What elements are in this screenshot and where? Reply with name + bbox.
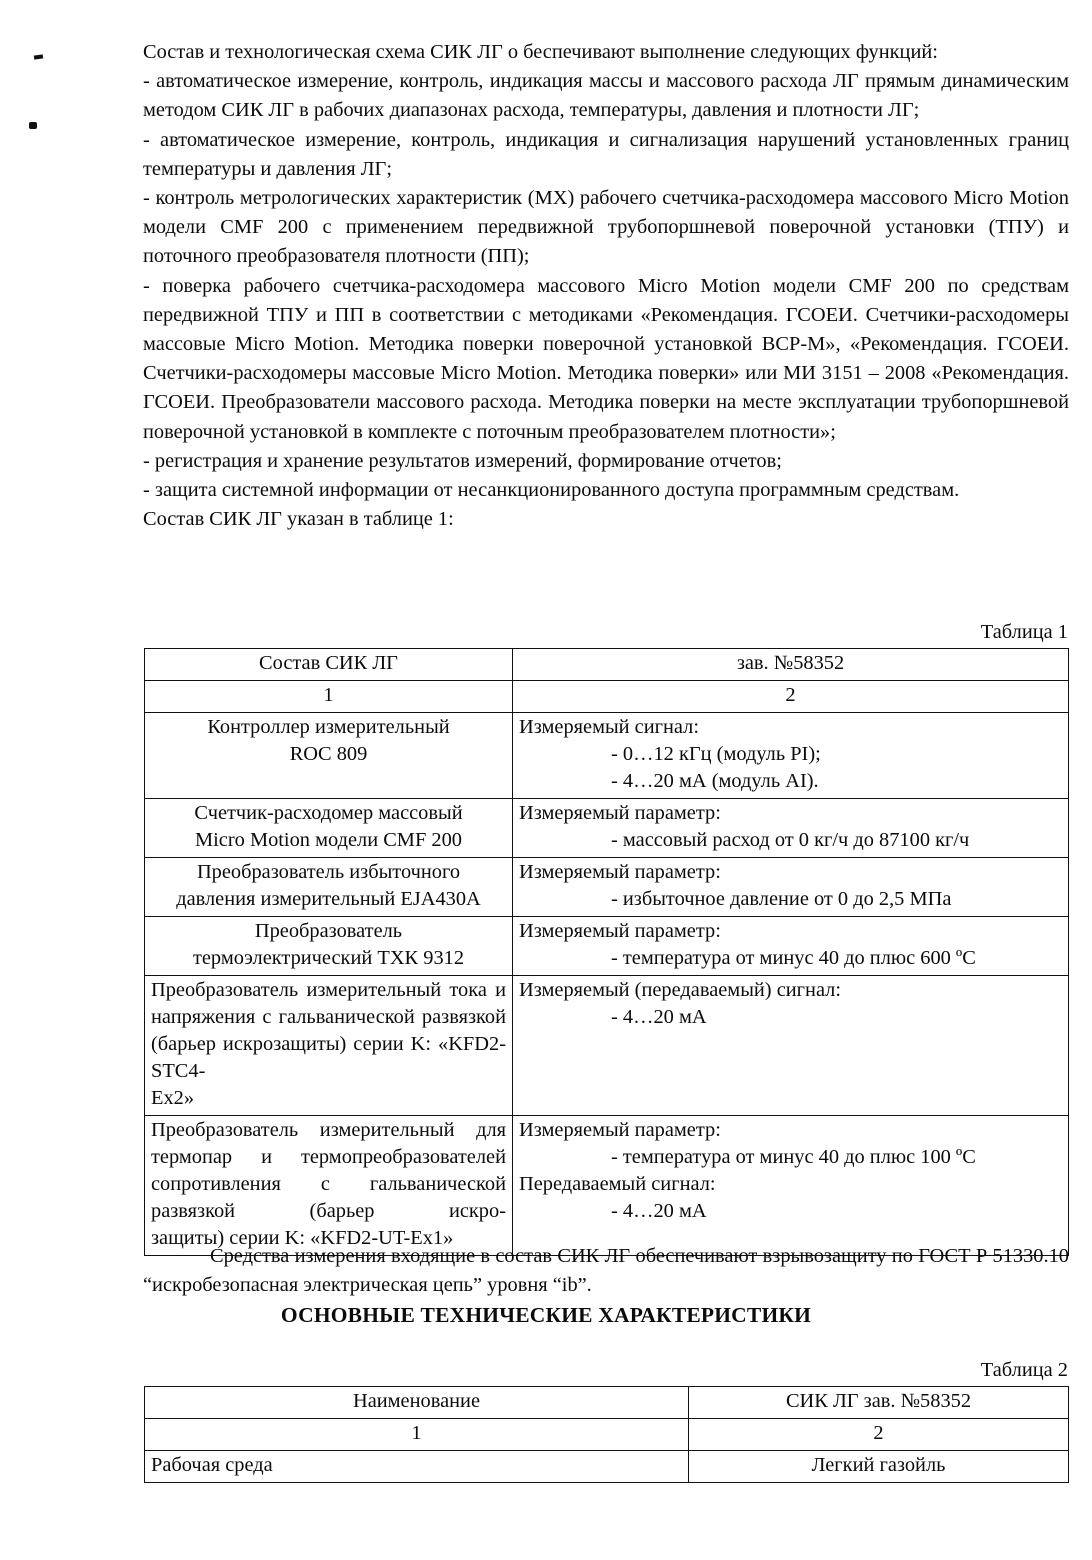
table-2-colnum-1: 1 <box>145 1419 689 1451</box>
paragraph-function-1: - автоматическое измерение, контроль, индикация массы и массового расхода ЛГ прямым динамическим методом СИК ЛГ в рабочих диапазонах расхода, температуры, давления и плотности ЛГ; <box>143 70 1069 122</box>
table-1-row2-name <box>145 799 513 858</box>
table-1-row3-value-line1: Измеряемый параметр: <box>519 861 721 883</box>
scan-artifact-dot-top <box>34 54 43 59</box>
paragraph-table1-reference: Состав СИК ЛГ указан в таблице 1: <box>143 508 454 531</box>
paragraph-function-5: - регистрация и хранение результатов измерений, формирование отчетов; <box>143 449 782 472</box>
table-1-row3-value-line2: - избыточное давление от 0 до 2,5 МПа <box>611 888 952 910</box>
table-1-row6-value-line1: Измеряемый параметр: <box>519 1119 721 1141</box>
table-1-caption: Таблица 1 <box>980 621 1068 643</box>
table-1-row2-value-line2: - массовый расход от 0 кг/ч до 87100 кг/ч <box>611 829 970 851</box>
table-1-row2-name-line2: Micro Motion модели CMF 200 <box>195 829 462 851</box>
table-row <box>145 858 1069 917</box>
table-1-row6-value-line2: - температура от минус 40 до плюс 100 ºC <box>611 1146 976 1168</box>
table-row <box>145 713 1069 799</box>
table-1-header-col2: зав. №58352 <box>513 649 1069 681</box>
table-1-row2-name-line1: Счетчик-расходомер массовый <box>194 802 463 824</box>
table-1-row6-name <box>145 1116 513 1256</box>
table-1-row2-value <box>513 799 1069 858</box>
scan-artifact-dot-bottom <box>29 122 37 129</box>
table-1-row1-value-line3: - 4…20 мА (модуль AI). <box>611 770 819 792</box>
paragraph-functions-intro: Состав и технологическая схема СИК ЛГ о беспечивают выполнение следующих функций: <box>143 41 938 63</box>
table-2-colnum-2: 2 <box>689 1419 1069 1451</box>
table-1-row6-value <box>513 1116 1069 1256</box>
closing-paragraph-block <box>143 1242 1069 1300</box>
table-1-row1-name <box>145 713 513 799</box>
table-row <box>145 976 1069 1116</box>
table-1-row5-name <box>145 976 513 1116</box>
table-1-row4-name-line2: термоэлектрический ТХК 9312 <box>192 947 465 969</box>
table-1-row5-value-line2: - 4…20 мА <box>611 1006 707 1028</box>
table-technical-characteristics <box>144 1386 1069 1483</box>
table-1-row5-name-line1: Преобразователь измерительный тока и напряжения с гальванической развязкой (барьер искрозащиты) серии K: «KFD2-STC4- <box>151 979 506 1082</box>
table-1-row1-name-line1: Контроллер измерительный <box>207 716 450 738</box>
table-1-row1-value-line2: - 0…12 кГц (модуль PI); <box>611 743 821 765</box>
table-row <box>145 1116 1069 1256</box>
table-row-column-numbers <box>145 681 1069 713</box>
table-1-row5-value <box>513 976 1069 1116</box>
table-1-row4-value-line2: - температура от минус 40 до плюс 600 ºC <box>611 947 976 969</box>
paragraph-function-3: - контроль метрологических характеристик (МХ) рабочего счетчика-расходомера массового Micro Motion модели CMF 200 с применением передвижной трубопоршневой поверочной установки (ТПУ) и поточного преобразователя плотности (ПП); <box>143 187 1069 268</box>
table-row <box>145 917 1069 976</box>
table-1-row2-value-line1: Измеряемый параметр: <box>519 802 721 824</box>
section-heading-technical-characteristics: ОСНОВНЫЕ ТЕХНИЧЕСКИЕ ХАРАКТЕРИСТИКИ <box>280 1303 812 1327</box>
table-1-row1-name-line2: ROC 809 <box>289 743 368 765</box>
paragraph-function-4: - поверка рабочего счетчика-расходомера массового Micro Motion модели CMF 200 по средствам передвижной ТПУ и ПП в соответствии с методиками «Рекомендация. ГСОЕИ. Счетчики-расходомеры массовые Micro Motion. Методика поверки поверочной установкой ВСР-М», «Рекомендация. ГСОЕИ. Счетчики-расходомеры массовые Micro Motion. Методика поверки» или МИ 3151 – 2008 «Рекомендация. ГСОЕИ. Преобразователи массового расхода. Методика поверки на месте эксплуатации трубопоршневой поверочной установкой в комплекте с поточным преобразователем плотности»; <box>143 274 1069 443</box>
table-composition-sik-lg <box>144 648 1069 1256</box>
table-1-row3-value <box>513 858 1069 917</box>
table-1-row4-value-line1: Измеряемый параметр: <box>519 920 721 942</box>
table-1-row1-value-line1: Измеряемый сигнал: <box>519 716 699 738</box>
table-2-row1-value: Легкий газойль <box>689 1451 1069 1483</box>
table-1-row6-value-line3: Передаваемый сигнал: <box>519 1173 716 1195</box>
table-1-header-col1: Состав СИК ЛГ <box>145 649 513 681</box>
table-row-header <box>145 1387 1069 1419</box>
table-1-row3-name-line2: давления измерительный EJA430A <box>176 888 481 910</box>
table-2-caption: Таблица 2 <box>980 1359 1068 1381</box>
table-1-row3-name-line1: Преобразователь избыточного <box>196 861 461 883</box>
paragraph-explosion-protection: Средства измерения входящие в состав СИК ЛГ обеспечивают взрывозащиту по ГОСТ Р 51330.10 “искробезопасная электрическая цепь” уровня “ib”. <box>143 1245 1069 1297</box>
paragraph-function-2: - автоматическое измерение, контроль, индикация и сигнализация нарушений установленных границ температуры и давления ЛГ; <box>143 128 1069 180</box>
main-body-text <box>143 38 1069 534</box>
table-2-header-col2: СИК ЛГ зав. №58352 <box>689 1387 1069 1419</box>
table-1-colnum-2: 2 <box>513 681 1069 713</box>
table-1-row4-name <box>145 917 513 976</box>
table-1-row4-name-line1: Преобразователь <box>254 920 403 942</box>
table-1-row5-name-line2: Ex2» <box>151 1087 195 1109</box>
table-1-row6-value-line4: - 4…20 мА <box>611 1200 707 1222</box>
table-1-row1-value <box>513 713 1069 799</box>
table-1-row3-name <box>145 858 513 917</box>
table-row <box>145 1451 1069 1483</box>
table-1-row6-name-line2: защиты) серии K: «KFD2-UT-Ex1» <box>151 1227 454 1249</box>
table-1-colnum-1: 1 <box>145 681 513 713</box>
table-1-row6-name-line1: Преобразователь измерительный для термопар и термопреобразователей сопротивления с гальванической развязкой (барьер искро- <box>151 1119 506 1222</box>
table-row-column-numbers <box>145 1419 1069 1451</box>
paragraph-function-6: - защита системной информации от несанкционированного доступа программным средствам. <box>143 479 960 502</box>
table-row <box>145 799 1069 858</box>
table-2-row1-name: Рабочая среда <box>145 1451 689 1483</box>
table-1-row5-value-line1: Измеряемый (передаваемый) сигнал: <box>519 979 842 1001</box>
table-2-header-col1: Наименование <box>145 1387 689 1419</box>
table-1-row4-value <box>513 917 1069 976</box>
table-row-header <box>145 649 1069 681</box>
